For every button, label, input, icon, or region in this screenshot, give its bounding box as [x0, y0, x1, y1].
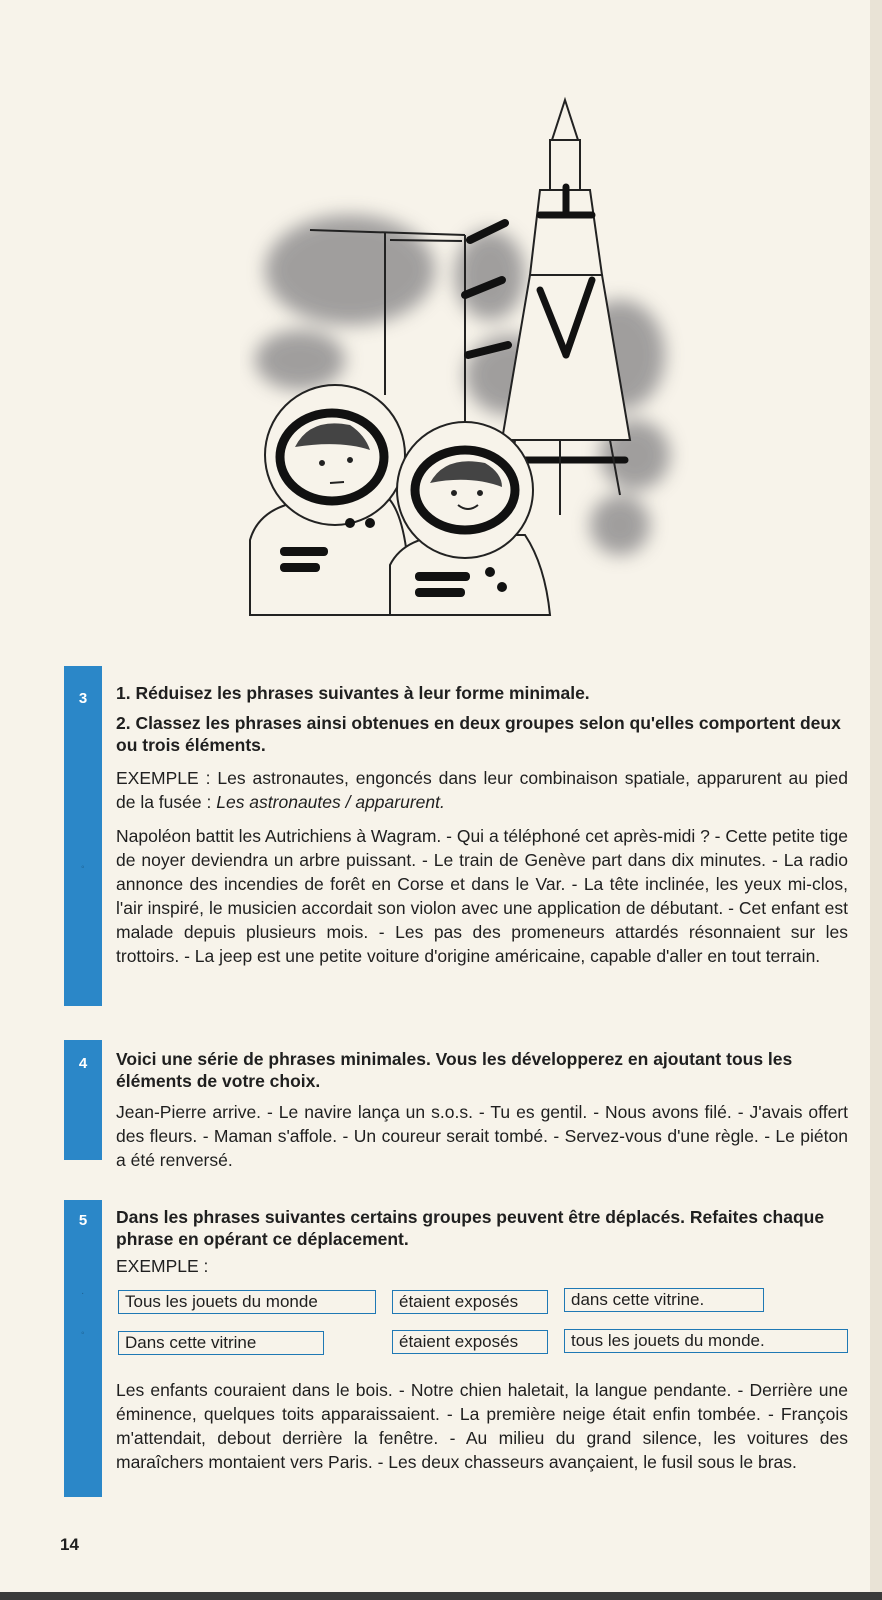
exercise-5-instruction: Dans les phrases suivantes certains groupes peuvent être déplacés. Refaites chaque phrase en opérant ce déplacement.: [116, 1207, 825, 1249]
exercise-3-instruction-1: 1. Réduisez les phrases suivantes à leur forme minimale.: [116, 683, 590, 703]
example-row2-group2: étaient exposés: [392, 1330, 548, 1354]
exercise-4-instruction: Voici une série de phrases minimales. Vous les développerez en ajoutant tous les éléments de votre choix.: [116, 1049, 793, 1091]
astronauts-rocket-illustration: [240, 95, 690, 630]
exercise-3-sentences: Napoléon battit les Autrichiens à Wagram. - Qui a téléphoné cet après-midi ? - Cette petite tige de noyer deviendra un arbre puissant. - Le train de Genève part dans dix minutes. - La radio annonce des incendies de forêt en Corse et dans le Var. - La tête inclinée, les yeux mi-clos, l'air inspiré, le musicien accordait son violon avec une application de débutant. - Cet enfant est malade depuis plusieurs mois. - Les pas des promeneurs attardés résonnaient sur les trottoirs. - La jeep est une petite voiture d'origine américaine, capable d'aller en tout terrain.: [116, 826, 848, 966]
exercise-4-number: 4: [78, 1055, 88, 1072]
exercise-5: [116, 1206, 848, 1277]
example-answer: Les astronautes / apparurent.: [216, 792, 445, 812]
exercise-5-example-label: EXEMPLE :: [116, 1256, 209, 1276]
example-label: EXEMPLE :: [116, 768, 211, 788]
exercise-3-number: 3: [78, 690, 88, 707]
example-row1-group1: Tous les jouets du monde: [118, 1290, 376, 1314]
exercise-3-instruction-2: 2. Classez les phrases ainsi obtenues en deux groupes selon qu'elles comportent deux ou trois éléments.: [116, 713, 841, 755]
exercise-3-example: [116, 766, 848, 814]
bullet-dot: ◦: [81, 862, 85, 873]
exercise-5-bar: [64, 1200, 102, 1497]
example-row2-group1: Dans cette vitrine: [118, 1331, 324, 1355]
exercise-5-number: 5: [78, 1212, 88, 1229]
example-row1-group2: étaient exposés: [392, 1290, 548, 1314]
exercise-3-bar: [64, 666, 102, 1006]
example-row1-group3: dans cette vitrine.: [564, 1288, 764, 1312]
exercise-3: [116, 682, 848, 968]
example-sentence: Les astronautes, engoncés dans leur combinaison spatiale, apparurent au pied de la fusée :: [116, 768, 848, 812]
exercise-4: [116, 1048, 848, 1172]
example-row2-group3: tous les jouets du monde.: [564, 1329, 848, 1353]
exercise-5-sentences: Les enfants couraient dans le bois. - Notre chien haletait, la langue pendante. - Derrière une éminence, quelques toits apparaissaient. - La première neige était enfin tombée. - François m'attendait, debout derrière la fenêtre. - Au milieu du grand silence, les voitures des maraîchers montaient vers Paris. - Les deux chasseurs avançaient, le fusil sous le bras.: [116, 1380, 848, 1472]
bullet-dot: ◦: [81, 1328, 85, 1339]
bullet-dot: ·: [81, 1288, 85, 1299]
page-number: 14: [60, 1535, 79, 1554]
page-edge: [870, 0, 882, 1600]
exercise-5-body: [116, 1378, 848, 1474]
exercise-4-sentences: Jean-Pierre arrive. - Le navire lança un s.o.s. - Tu es gentil. - Nous avons filé. - J'avais offert des fleurs. - Maman s'affole. - Un coureur serait tombé. - Servez-vous d'une règle. - Le piéton a été renversé.: [116, 1102, 848, 1170]
bottom-edge: [0, 1592, 882, 1600]
